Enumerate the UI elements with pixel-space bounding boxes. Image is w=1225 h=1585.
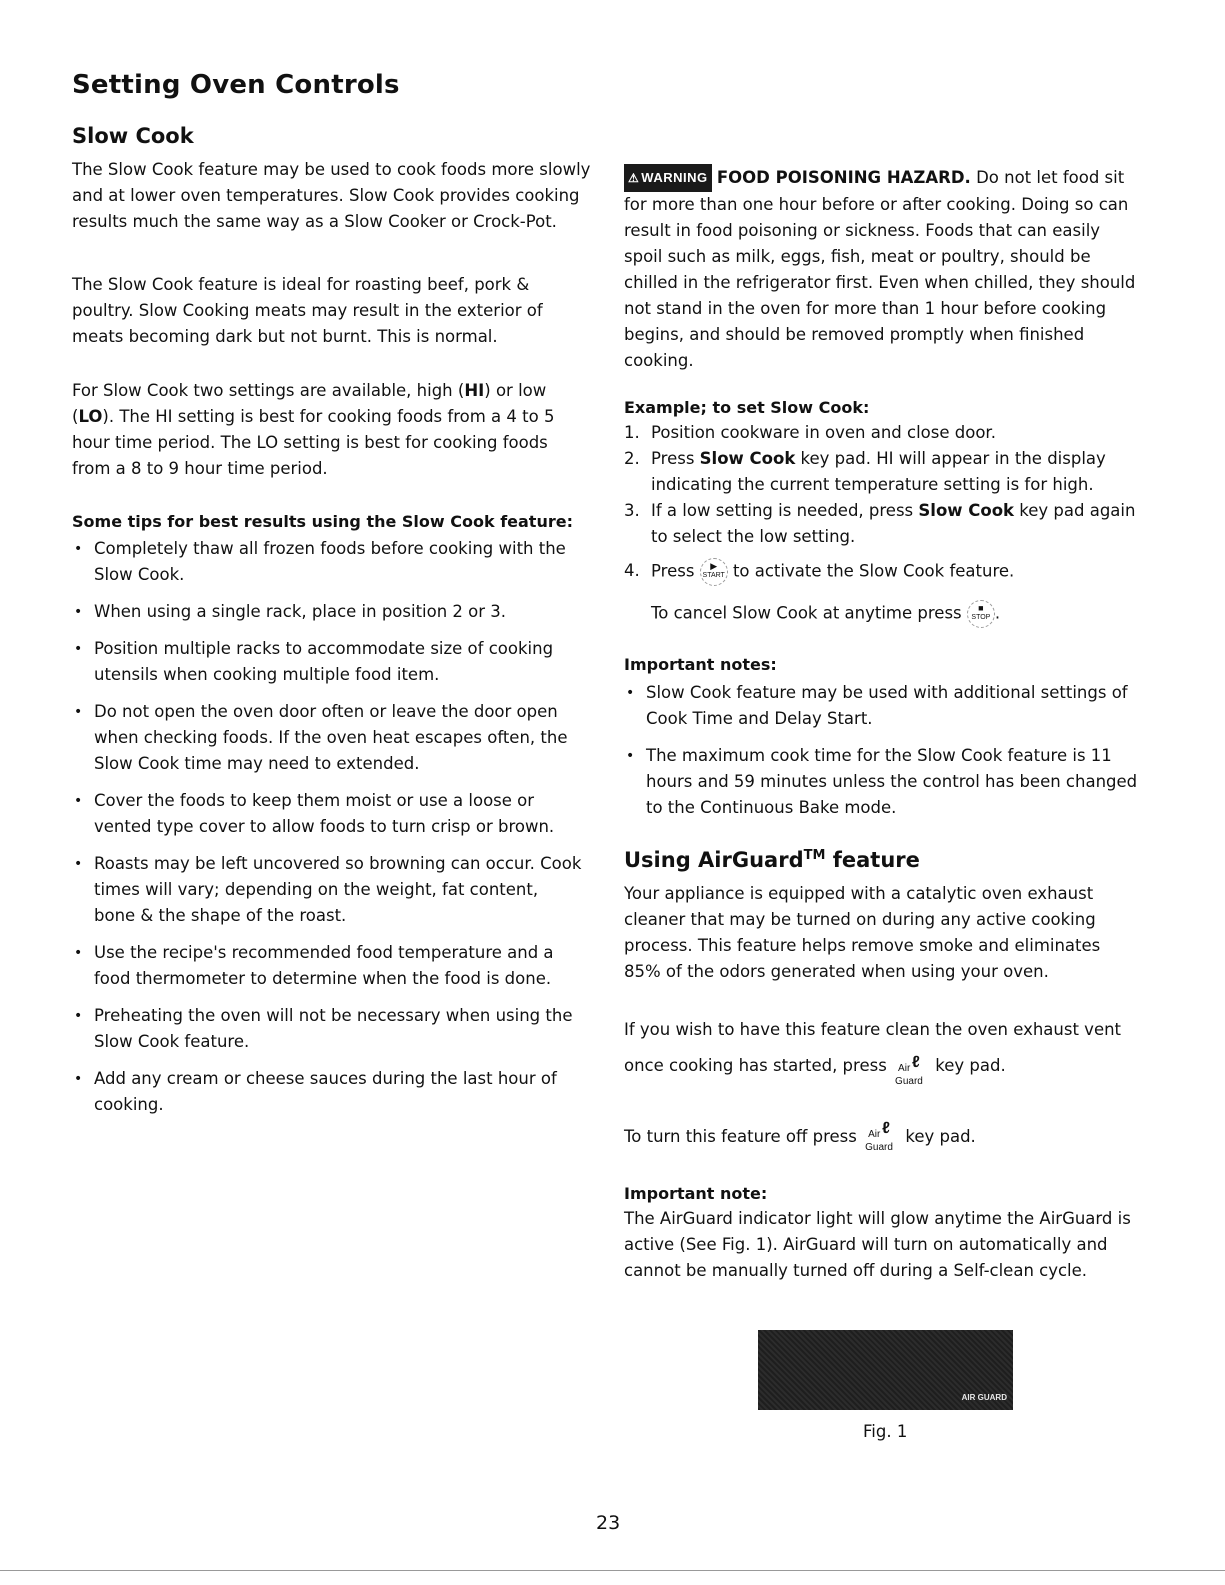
cancel-end: .	[994, 603, 1001, 623]
slow-cook-heading: Slow Cook	[72, 124, 194, 148]
cancel-text: To cancel Slow Cook at anytime press	[651, 603, 962, 623]
settings-text-a: For Slow Cook two settings are available, high (	[72, 381, 465, 400]
warning-badge	[624, 164, 712, 192]
tip-item: • Add any cream or cheese sauces during the last hour of cooking.	[72, 1066, 584, 1118]
tip-item: • When using a single rack, place in position 2 or 3.	[72, 599, 584, 625]
tip-item: • Cover the foods to keep them moist or use a loose or vented type cover to allow foods to turn crisp or brown.	[72, 788, 584, 840]
important-notes-list	[624, 680, 1139, 821]
airguard-key-icon	[892, 1049, 930, 1087]
airguard-on-para	[624, 1012, 1144, 1087]
step-text: to activate the Slow Cook feature.	[732, 561, 1015, 581]
steam-icon: ℓ	[912, 1054, 920, 1071]
slow-cook-settings-para	[72, 378, 587, 482]
step-item	[624, 558, 1139, 586]
trademark: TM	[803, 848, 826, 863]
step-item	[624, 498, 1139, 550]
slow-cook-intro: The Slow Cook feature may be used to cook foods more slowly and at lower oven temperatures. Slow Cook provides cooking results much the same way as a Slow Cooker or Crock-Pot.	[72, 160, 591, 231]
step-number: 1.	[624, 423, 640, 442]
stop-key-icon: ■ STOP	[967, 600, 995, 628]
start-key-icon: ▶ START	[700, 558, 728, 586]
airguard-indicator-figure	[758, 1330, 1013, 1410]
note-item: • The maximum cook time for the Slow Cook feature is 11 hours and 59 minutes unless the control has been changed to the Continuous Bake mode.	[624, 743, 1139, 821]
airguard-off-end: key pad.	[905, 1127, 976, 1146]
cancel-line	[624, 600, 1139, 628]
settings-text-c: ). The HI setting is best for cooking foods from a 4 to 5 hour time period. The LO setting is best for cooking foods from a 8 to 9 hour time period.	[72, 407, 555, 478]
warning-block	[624, 164, 1139, 374]
airguard-heading-text: Using AirGuard	[624, 848, 804, 872]
bottom-divider	[0, 1570, 1225, 1571]
step-text: Press	[651, 561, 695, 581]
step-number: 2.	[624, 449, 640, 468]
slow-cook-ideal-para: The Slow Cook feature is ideal for roasting beef, pork & poultry. Slow Cooking meats may result in the exterior of meats becoming dark but not burnt. This is normal.	[72, 275, 543, 346]
step-text: Position cookware in oven and close door.	[651, 423, 996, 442]
example-heading: Example; to set Slow Cook:	[624, 398, 870, 417]
step-text: Press	[651, 449, 700, 468]
airguard-intro: Your appliance is equipped with a catalytic oven exhaust cleaner that may be turned on during any active cooking process. This feature helps remove smoke and eliminates 85% of the odors generated when using your oven.	[624, 884, 1101, 981]
step-text: key pad. HI will appear in the display indicating the current temperature setting is for high.	[651, 449, 1106, 494]
step-item	[624, 446, 1139, 498]
step-number: 3.	[624, 501, 640, 520]
slow-cook-key-name: Slow Cook	[918, 501, 1015, 520]
note-item: • Slow Cook feature may be used with additional settings of Cook Time and Delay Start.	[624, 680, 1139, 732]
airguard-on-text: If you wish to have this feature clean the oven exhaust vent once cooking has started, press	[624, 1020, 1122, 1075]
tip-item: • Roasts may be left uncovered so browning can occur. Cook times will vary; depending on the weight, fat content, bone & the shape of the roast.	[72, 851, 584, 929]
example-steps	[624, 420, 1139, 628]
warning-badge-text: WARNING	[641, 170, 708, 185]
air-key-label: Air	[898, 1063, 911, 1074]
airguard-heading-end: feature	[825, 848, 920, 872]
warning-text: Do not let food sit for more than one hour before or after cooking. Doing so can result in food poisoning or sickness. Foods that can easily spoil such as milk, eggs, fish, meat or poultry, should be chilled in the refrigerator first. Even when chilled, they should not stand in the oven for more than 1 hour before cooking begins, and should be removed promptly when finished cooking.	[624, 168, 1136, 370]
important-note-heading: Important note:	[624, 1184, 768, 1203]
slow-cook-key-name: Slow Cook	[699, 449, 796, 468]
page-number: 23	[596, 1512, 621, 1534]
step-number: 4.	[624, 561, 640, 580]
step-item	[624, 420, 1139, 446]
tip-item: • Preheating the oven will not be necessary when using the Slow Cook feature.	[72, 1003, 584, 1055]
tips-heading: Some tips for best results using the Slow Cook feature:	[72, 512, 573, 531]
tip-item: • Use the recipe's recommended food temperature and a food thermometer to determine when the food is done.	[72, 940, 584, 992]
airguard-heading	[624, 848, 920, 872]
air-guard-indicator-label: AIR GUARD	[961, 1393, 1007, 1402]
step-text: key pad again to select the low setting.	[651, 501, 1136, 546]
important-note-text: The AirGuard indicator light will glow anytime the AirGuard is active (See Fig. 1). AirGuard will turn on automatically and cannot be manually turned off during a Self-clean cycle.	[624, 1209, 1131, 1280]
important-notes-heading: Important notes:	[624, 655, 777, 674]
warning-title: FOOD POISONING HAZARD.	[716, 168, 971, 187]
step-text: If a low setting is needed, press	[651, 501, 919, 520]
settings-text-b: ) or low (	[72, 381, 547, 426]
airguard-off-para	[624, 1120, 1144, 1153]
tip-item: • Position multiple racks to accommodate size of cooking utensils when cooking multiple food item.	[72, 636, 584, 688]
start-key-label: START	[702, 572, 725, 579]
airguard-key-icon	[862, 1120, 900, 1153]
tip-item: • Do not open the oven door often or leave the door open when checking foods. If the oven heat escapes often, the Slow Cook time may need to extended.	[72, 699, 584, 777]
stop-key-label: STOP	[971, 614, 991, 621]
hi-label: HI	[464, 381, 485, 400]
tip-item: • Completely thaw all frozen foods before cooking with the Slow Cook.	[72, 536, 584, 588]
airguard-off-text: To turn this feature off press	[624, 1127, 857, 1146]
figure-caption: Fig. 1	[863, 1422, 908, 1441]
lo-label: LO	[78, 407, 103, 426]
tips-list	[72, 536, 584, 1118]
guard-key-label: Guard	[865, 1142, 893, 1153]
guard-key-label: Guard	[895, 1076, 923, 1087]
page-title: Setting Oven Controls	[72, 70, 400, 100]
steam-icon: ℓ	[882, 1120, 890, 1137]
warning-triangle-icon: ⚠	[628, 171, 640, 185]
airguard-on-end: key pad.	[935, 1056, 1006, 1075]
air-key-label: Air	[868, 1129, 881, 1140]
